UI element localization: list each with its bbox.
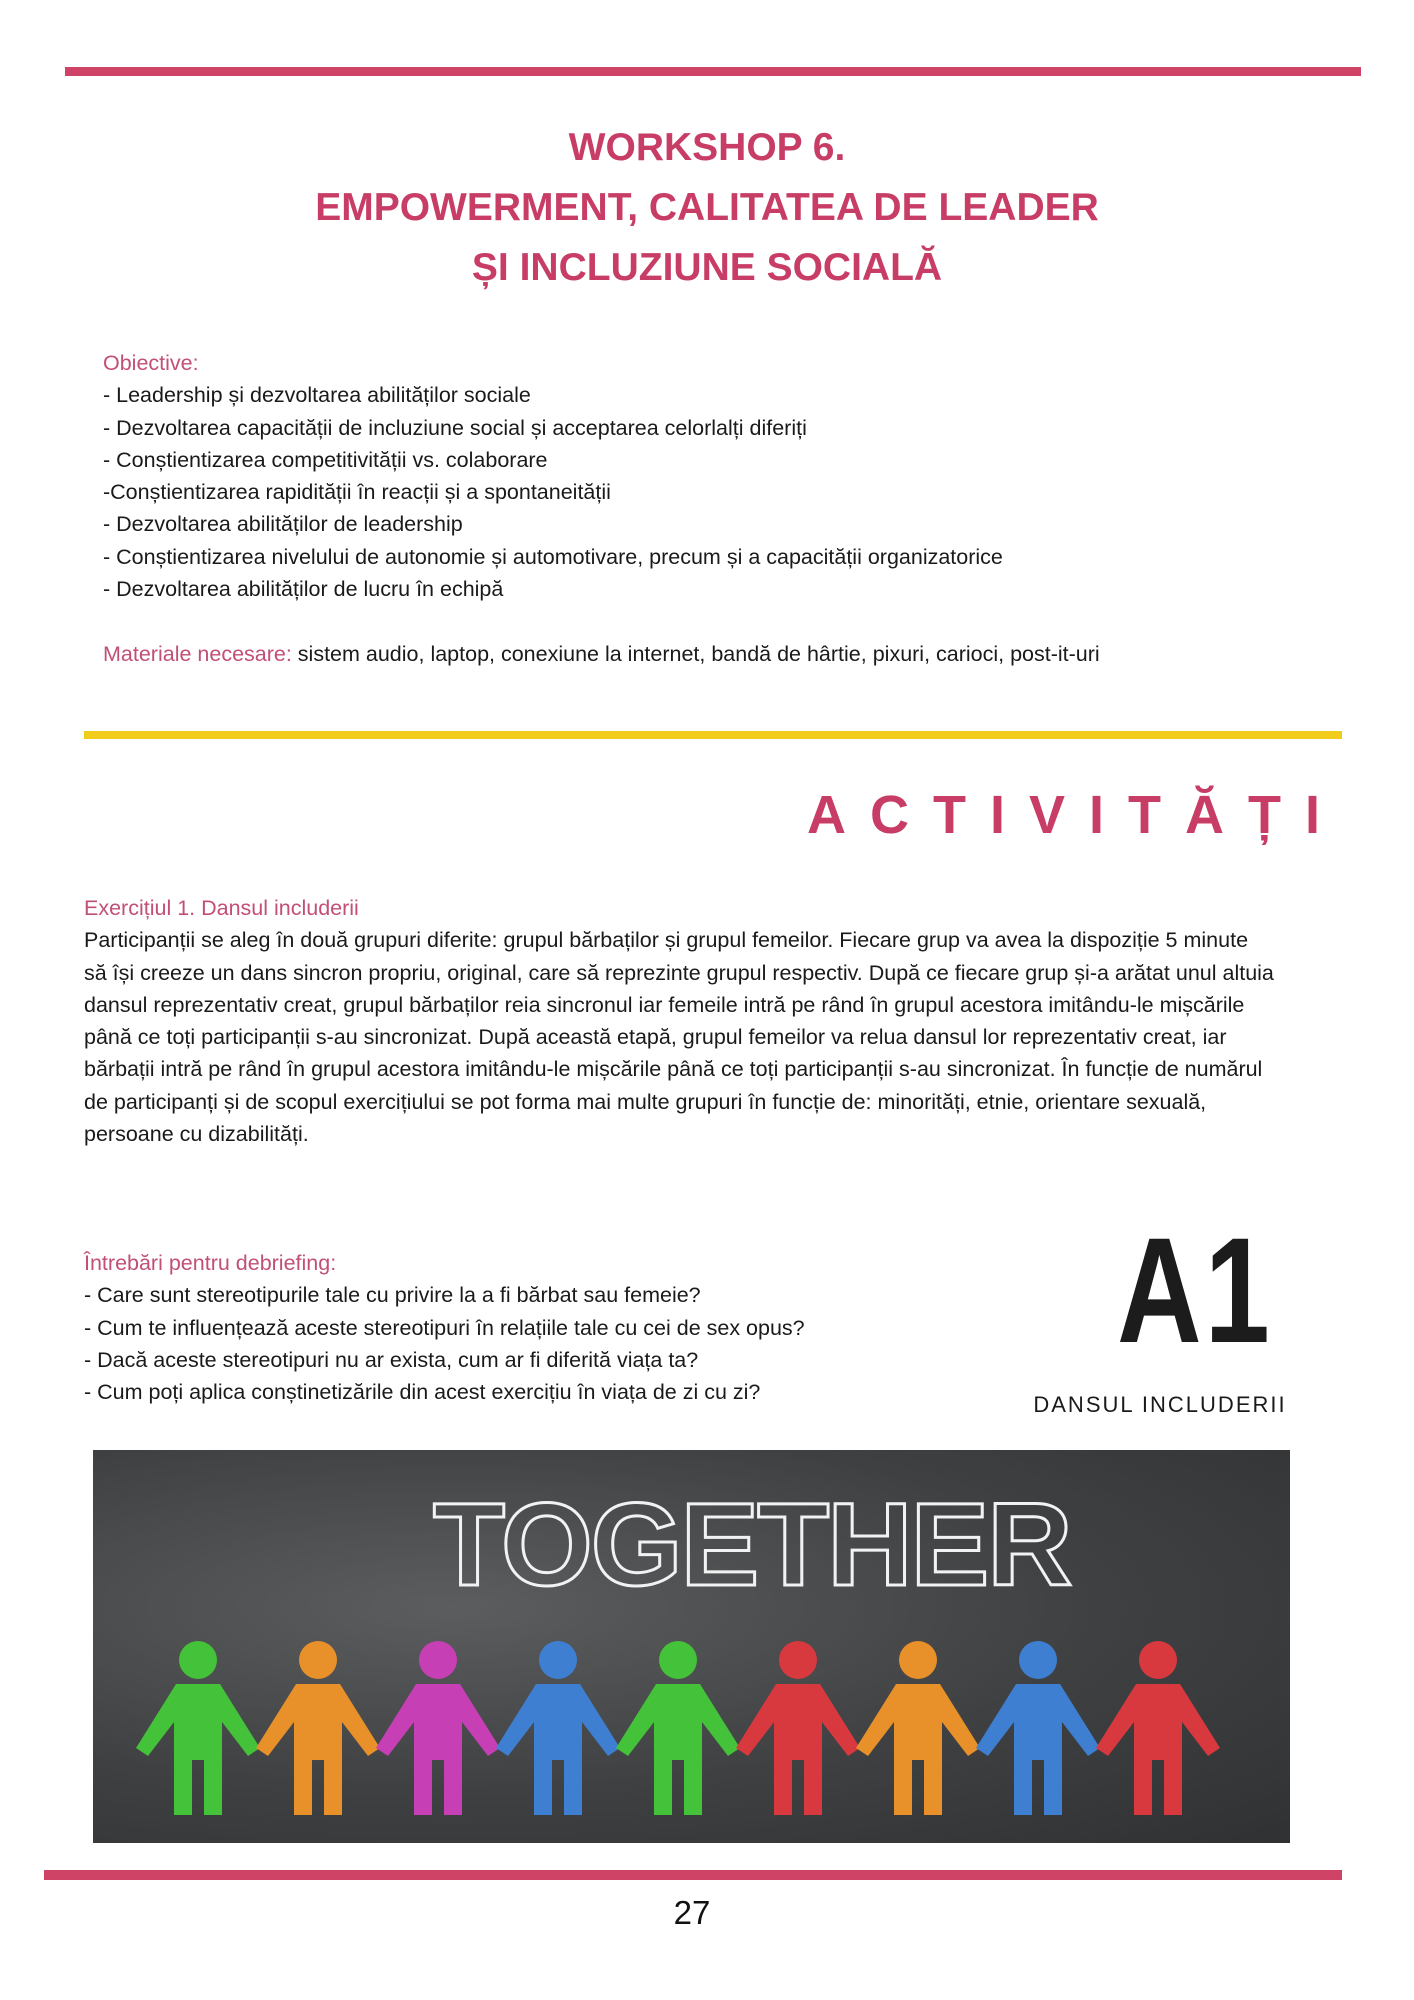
objective-item: - Conștientizarea competitivității vs. colaborare [103,447,548,472]
page-number: 27 [673,1894,711,1931]
title-line-3: ȘI INCLUZIUNE SOCIALĂ [471,246,943,289]
debriefing-question: - Dacă aceste stereotipuri nu ar exista, cum ar fi diferită viața ta? [84,1347,699,1372]
person-head [779,1641,817,1679]
person-body [976,1684,1100,1815]
person-figure [616,1641,740,1815]
person-head [179,1641,217,1679]
person-figure [736,1641,860,1815]
activity-code-subtitle: DANSUL INCLUDERII [1033,1392,1287,1417]
person-body [376,1684,500,1815]
objectives-section [103,347,1303,605]
person-head [899,1641,937,1679]
together-chalk-text: TOGETHER [433,1479,1071,1611]
person-figure [376,1641,500,1815]
person-body [496,1684,620,1815]
person-head [419,1641,457,1679]
objective-item: - Leadership și dezvoltarea abilităților sociale [103,383,531,408]
person-body [136,1684,260,1815]
objective-item: -Conștientizarea rapidității în reacții și a spontaneității [103,480,611,505]
objective-item: - Conștientizarea nivelului de autonomie și automotivare, precum și a capacității organizatorice [103,544,1003,569]
debriefing-question: - Cum te influențează aceste stereotipuri în relațiile tale cu cei de sex opus? [84,1315,805,1340]
objectives-label: Obiective: [103,351,199,375]
person-figure [1096,1641,1220,1815]
objective-item: - Dezvoltarea abilităților de lucru în echipă [103,577,504,602]
activity-code: A1 [1117,1206,1273,1374]
exercise-section [84,892,1274,1150]
person-body [256,1684,380,1815]
materials-text: sistem audio, laptop, conexiune la internet, bandă de hârtie, pixuri, carioci, post-it-uri [291,642,1100,666]
exercise-text: Participanții se aleg în două grupuri diferite: grupul bărbaților și grupul femeilor. Fiecare grup va avea la dispoziție 5 minute să își creeze un dans sincron propriu, original, care să reprezinte grupul respectiv. După ce fiecare grup și-a arătat unul altuia dansul reprezentativ creat, grupul bărbaților reia sincronul iar femeile intră pe rând în grupul acestora imitându-le mișcările până ce toți participanții s-au sincronizat. După această etapă, grupul femeilor va relua dansul lor reprezentativ creat, iar bărbații intră pe rând în grupul acestora imitându-le mișcările până ce toți participanții s-au sincronizat. În funcție de numărul de participanți și de scopul exercițiului se pot forma mai multe grupuri în funcție de: minorități, etnie, orientare sexuală, persoane cu dizabilități. [84,928,1274,1147]
together-chalkboard-image [93,1450,1290,1843]
person-head [1019,1641,1057,1679]
exercise-label: Exercițiul 1. Dansul includerii [84,896,359,920]
person-body [616,1684,740,1815]
objective-item: - Dezvoltarea abilităților de leadership [103,512,463,537]
person-head [659,1641,697,1679]
title-line-1: WORKSHOP 6. [568,126,846,169]
person-head [299,1641,337,1679]
chalkboard-illustration [93,1450,1290,1843]
materials-section [103,638,1273,670]
page-title [0,118,1414,298]
person-head [539,1641,577,1679]
debriefing-question: - Care sunt stereotipurile tale cu privire la a fi bărbat sau femeie? [84,1283,701,1308]
debriefing-section [84,1247,1004,1408]
person-figure [136,1641,260,1815]
person-figure [976,1641,1100,1815]
materials-label: Materiale necesare: [103,642,292,666]
person-figure [256,1641,380,1815]
objective-item: - Dezvoltarea capacității de incluziune social și acceptarea celorlalți diferiți [103,415,807,440]
bottom-divider [44,1870,1342,1880]
person-body [1096,1684,1220,1815]
person-figure [856,1641,980,1815]
person-figure [496,1641,620,1815]
title-line-2: EMPOWERMENT, CALITATEA DE LEADER [315,186,1099,229]
section-divider [84,731,1342,739]
top-divider [65,67,1361,76]
debriefing-label: Întrebări pentru debriefing: [84,1251,337,1275]
person-head [1139,1641,1177,1679]
people-figures [136,1641,1220,1815]
debriefing-question: - Cum poți aplica conștinetizările din acest exercițiu în viața de zi cu zi? [84,1380,761,1405]
person-body [856,1684,980,1815]
person-body [736,1684,860,1815]
activities-heading: ACTIVITĂȚI [807,785,1344,845]
